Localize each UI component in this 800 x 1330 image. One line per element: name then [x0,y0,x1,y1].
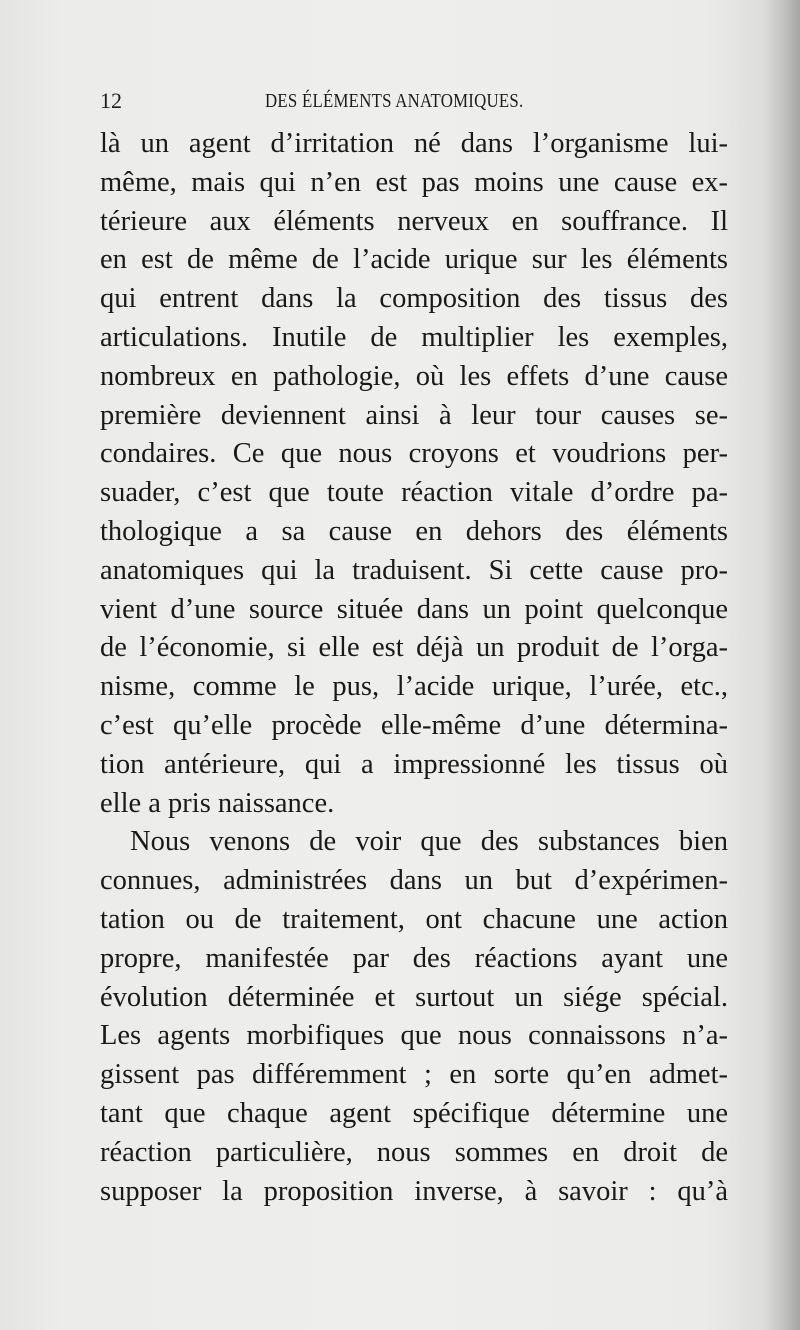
text-line: anatomiques qui la traduisent. Si cette cause pro- [100,554,728,586]
text-line: gissent pas différemment ; en sorte qu’en admet- [100,1059,728,1091]
text-line: vient d’une source située dans un point quelconque [100,593,728,625]
text-line: nisme, comme le pus, l’acide urique, l’urée, etc., [100,671,728,703]
text-line: articulations. Inutile de multiplier les exemples, [100,321,728,353]
page-number: 12 [100,88,122,113]
text-line: c’est qu’elle procède elle-même d’une détermina- [100,709,728,741]
text-line: tion antérieure, qui a impressionné les tissus où [100,748,728,780]
running-head [100,86,730,116]
text-line: Les agents morbifiques que nous connaissons n’a- [100,1020,728,1052]
text-line: tant que chaque agent spécifique détermine une [100,1097,728,1129]
paragraph-end-line: elle a pris naissance. [100,787,335,819]
text-line: première deviennent ainsi à leur tour causes se- [100,399,728,431]
text-line: nombreux en pathologie, où les effets d’une cause [100,360,728,392]
text-line: même, mais qui n’en est pas moins une cause ex- [100,166,728,198]
text-line: réaction particulière, nous sommes en droit de [100,1136,728,1168]
text-line: propre, manifestée par des réactions ayant une [100,942,728,974]
text-line: connues, administrées dans un but d’expérimen- [100,865,728,897]
text-line: évolution déterminée et surtout un siége spécial. [100,981,728,1013]
text-line: tation ou de traitement, ont chacune une action [100,903,728,935]
text-line: térieure aux éléments nerveux en souffrance. Il [100,205,728,237]
text-line: là un agent d’irritation né dans l’organisme lui- [100,128,728,159]
running-title: DES ÉLÉMENTS ANATOMIQUES. [265,90,524,112]
text-line: thologique a sa cause en dehors des éléments [100,515,728,547]
text-line: supposer la proposition inverse, à savoir : qu’à [100,1175,728,1207]
text-line: suader, c’est que toute réaction vitale d’ordre pa- [100,477,728,509]
spine-shadow [760,0,800,1330]
paragraph-start-line: Nous venons de voir que des substances bien [130,826,728,858]
body-text [100,125,728,1211]
text-line: de l’économie, si elle est déjà un produit de l’orga- [100,632,728,664]
text-line: condaires. Ce que nous croyons et voudrions per- [100,438,728,470]
text-line: qui entrent dans la composition des tissus des [100,283,728,315]
text-line: en est de même de l’acide urique sur les éléments [100,244,728,276]
